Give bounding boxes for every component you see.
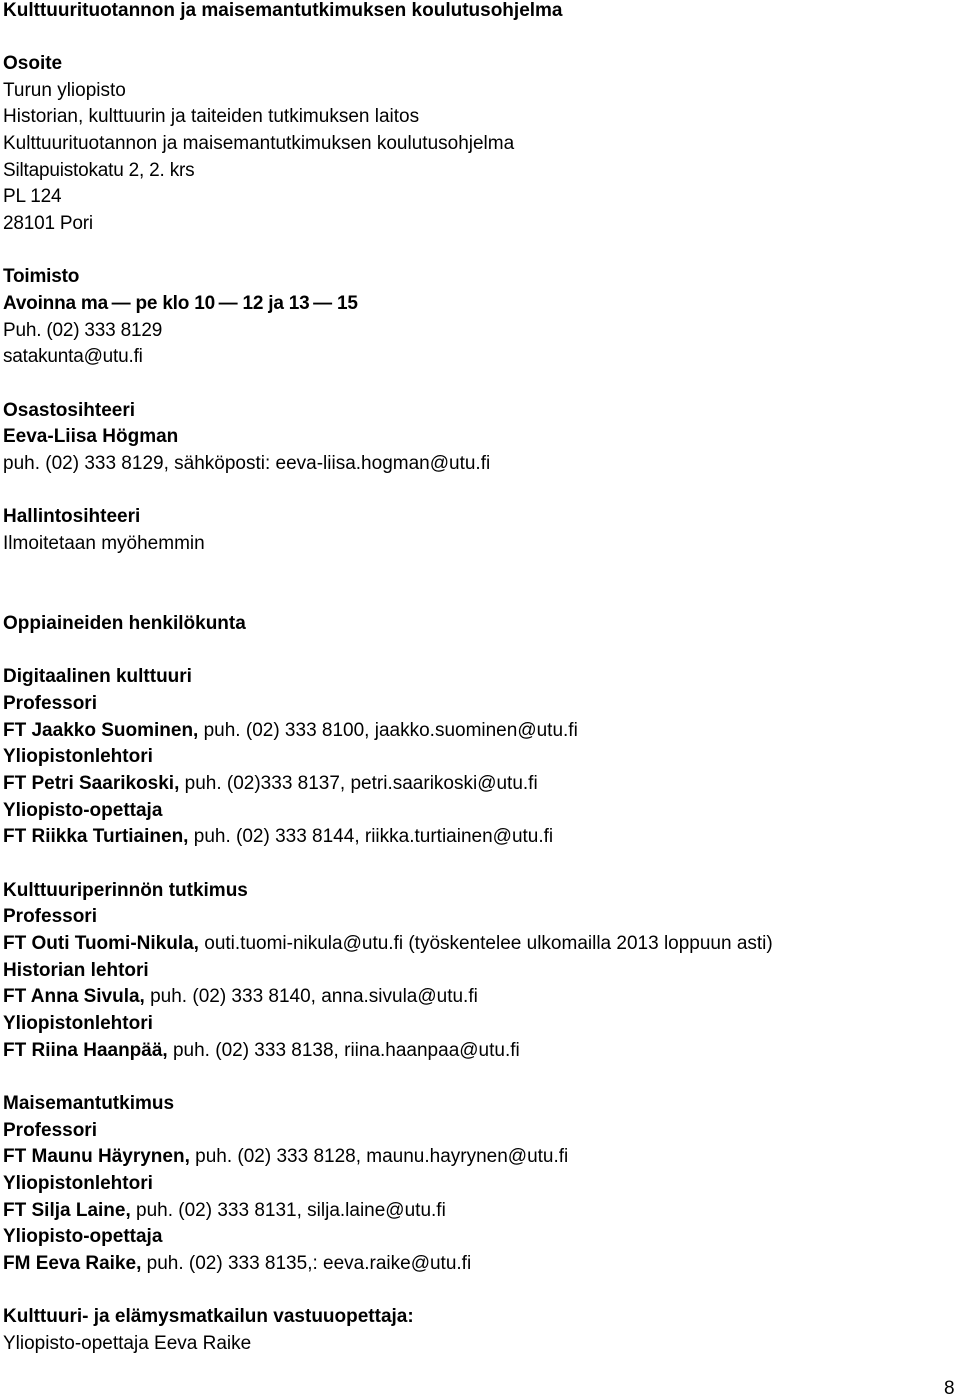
staff-entry xyxy=(3,773,538,795)
staff-contact: puh. (02)333 8137, petri.saarikoski@utu.fi xyxy=(179,773,538,794)
address-line: Siltapuistokatu 2, 2. krs xyxy=(3,160,195,181)
office-hours: Avoinna ma — pe klo 10 — 12 ja 13 — 15 xyxy=(3,293,358,314)
staff-role: Professori xyxy=(3,1120,97,1141)
staff-entry xyxy=(3,933,773,955)
address-line: Kulttuurituotannon ja maisemantutkimuksen koulutusohjelma xyxy=(3,133,515,154)
staff-entry xyxy=(3,1146,568,1168)
heritage-heading: Kulttuuriperinnön tutkimus xyxy=(3,880,248,901)
staff-contact: puh. (02) 333 8138, riina.haanpaa@utu.fi xyxy=(167,1040,520,1061)
admin-secretary-heading: Hallintosihteeri xyxy=(3,506,141,527)
landscape-heading: Maisemantutkimus xyxy=(3,1093,175,1114)
dept-secretary-heading: Osastosihteeri xyxy=(3,400,135,421)
staff-name: FT Riina Haanpää, xyxy=(3,1040,168,1061)
staff-contact: puh. (02) 333 8135,: eeva.raike@utu.fi xyxy=(141,1253,472,1274)
office-email[interactable]: satakunta@utu.fi xyxy=(3,346,143,367)
staff-contact: outi.tuomi-nikula@utu.fi (työskentelee ulkomailla 2013 loppuun asti) xyxy=(198,933,773,954)
staff-name: FT Riikka Turtiainen, xyxy=(3,826,189,847)
staff-name: FT Maunu Häyrynen, xyxy=(3,1146,190,1167)
staff-role: Professori xyxy=(3,693,97,714)
staff-contact: puh. (02) 333 8128, maunu.hayrynen@utu.fi xyxy=(189,1146,569,1167)
staff-name: FT Outi Tuomi-Nikula, xyxy=(3,933,199,954)
address-line: Turun yliopisto xyxy=(3,80,126,101)
admin-secretary-note: Ilmoitetaan myöhemmin xyxy=(3,533,205,554)
dept-secretary-name: Eeva-Liisa Högman xyxy=(3,426,179,447)
staff-entry xyxy=(3,826,553,848)
staff-entry xyxy=(3,986,478,1008)
staff-entry xyxy=(3,1040,520,1062)
tourism-text: Yliopisto-opettaja Eeva Raike xyxy=(3,1333,252,1354)
staff-role: Yliopistonlehtori xyxy=(3,1173,153,1194)
staff-name: FT Silja Laine, xyxy=(3,1200,131,1221)
staff-contact: puh. (02) 333 8100, jaakko.suominen@utu.fi xyxy=(198,720,578,741)
staff-contact: puh. (02) 333 8140, anna.sivula@utu.fi xyxy=(144,986,478,1007)
staff-heading: Oppiaineiden henkilökunta xyxy=(3,613,246,634)
digital-culture-heading: Digitaalinen kulttuuri xyxy=(3,666,192,687)
staff-role: Yliopisto-opettaja xyxy=(3,800,163,821)
office-phone: Puh. (02) 333 8129 xyxy=(3,320,163,341)
dept-secretary-contact: puh. (02) 333 8129, sähköposti: eeva-liisa.hogman@utu.fi xyxy=(3,453,491,474)
address-line: PL 124 xyxy=(3,186,62,207)
staff-entry xyxy=(3,1253,471,1275)
staff-contact: puh. (02) 333 8144, riikka.turtiainen@utu.fi xyxy=(188,826,554,847)
staff-name: FM Eeva Raike, xyxy=(3,1253,142,1274)
staff-role: Historian lehtori xyxy=(3,960,149,981)
address-heading: Osoite xyxy=(3,53,63,74)
staff-name: FT Anna Sivula, xyxy=(3,986,145,1007)
staff-name: FT Jaakko Suominen, xyxy=(3,720,199,741)
staff-role: Yliopisto-opettaja xyxy=(3,1226,163,1247)
document-title: Kulttuurituotannon ja maisemantutkimuksen koulutusohjelma xyxy=(3,0,563,21)
page-number: 8 xyxy=(944,1378,955,1399)
address-line: 28101 Pori xyxy=(3,213,93,234)
staff-role: Yliopistonlehtori xyxy=(3,746,153,767)
staff-role: Professori xyxy=(3,906,97,927)
staff-role: Yliopistonlehtori xyxy=(3,1013,153,1034)
staff-contact: puh. (02) 333 8131, silja.laine@utu.fi xyxy=(130,1200,446,1221)
staff-name: FT Petri Saarikoski, xyxy=(3,773,180,794)
staff-entry xyxy=(3,720,578,742)
address-line: Historian, kulttuurin ja taiteiden tutkimuksen laitos xyxy=(3,106,420,127)
tourism-heading: Kulttuuri- ja elämysmatkailun vastuuopettaja: xyxy=(3,1306,414,1327)
office-heading: Toimisto xyxy=(3,266,80,287)
staff-entry xyxy=(3,1200,446,1222)
